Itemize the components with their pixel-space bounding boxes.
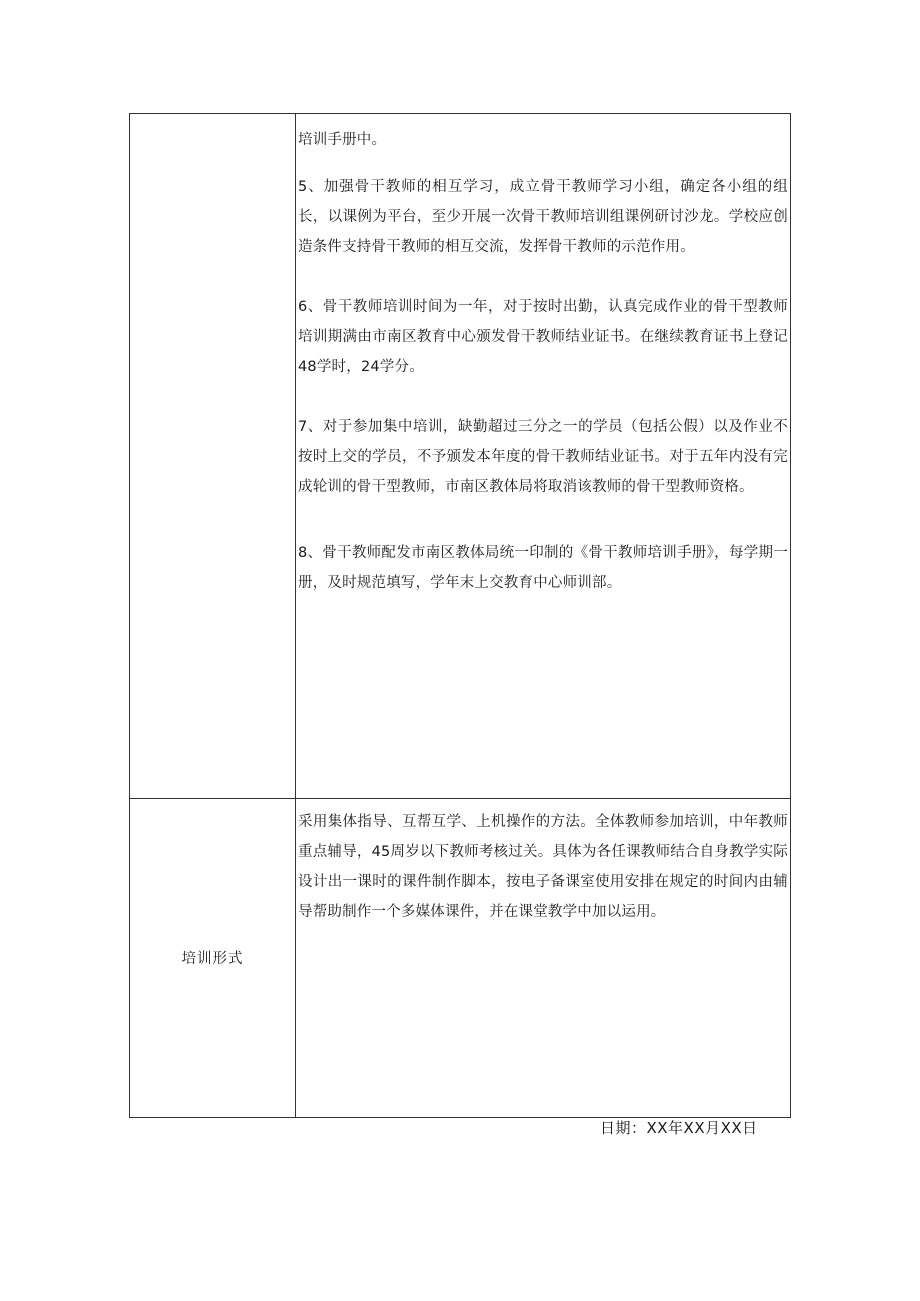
paragraph: 8、骨干教师配发市南区教体局统一印制的《骨干教师培训手册》，每学期一册，及时规范填写，学年末上交教育中心师训部。	[298, 545, 788, 591]
paragraph: 培训手册中。	[298, 132, 387, 148]
paragraph: 采用集体指导、互帮互学、上机操作的方法。全体教师参加培训，中年教师重点辅导，45周岁以下教师考核过关。具体为各任课教师结合自身教学实际设计出一课时的课件制作脚本，按电子备课室使用安排在规定的时间内由辅导帮助制作一个多媒体课件，并在课堂教学中加以运用。	[298, 814, 788, 920]
date-footer: 日期：XX年XX月XX日	[600, 1119, 758, 1137]
paragraph: 5、加强骨干教师的相互学习，成立骨干教师学习小组，确定各小组的组长，以课例为平台，至少开展一次骨干教师培训组课例研讨沙龙。学校应创造条件支持骨干教师的相互交流，发挥骨干教师的示范作用。	[298, 179, 788, 255]
paragraph: 6、骨干教师培训时间为一年，对于按时出勤，认真完成作业的骨干型教师培训期满由市南区教育中心颁发骨干教师结业证书。在继续教育证书上登记48学时，24学分。	[298, 299, 788, 375]
training-table	[129, 113, 791, 1118]
row-label-cell	[130, 114, 296, 798]
row-content-cell	[296, 114, 790, 798]
training-form-label: 培训形式	[181, 951, 244, 967]
row-content-cell	[296, 799, 790, 1117]
row-label-cell	[130, 799, 296, 1117]
paragraph: 7、对于参加集中培训，缺勤超过三分之一的学员（包括公假）以及作业不按时上交的学员，不予颁发本年度的骨干教师结业证书。对于五年内没有完成轮训的骨干型教师，市南区教体局将取消该教师的骨干型教师资格。	[298, 419, 788, 495]
table-row	[130, 114, 790, 799]
table-row	[130, 799, 790, 1117]
